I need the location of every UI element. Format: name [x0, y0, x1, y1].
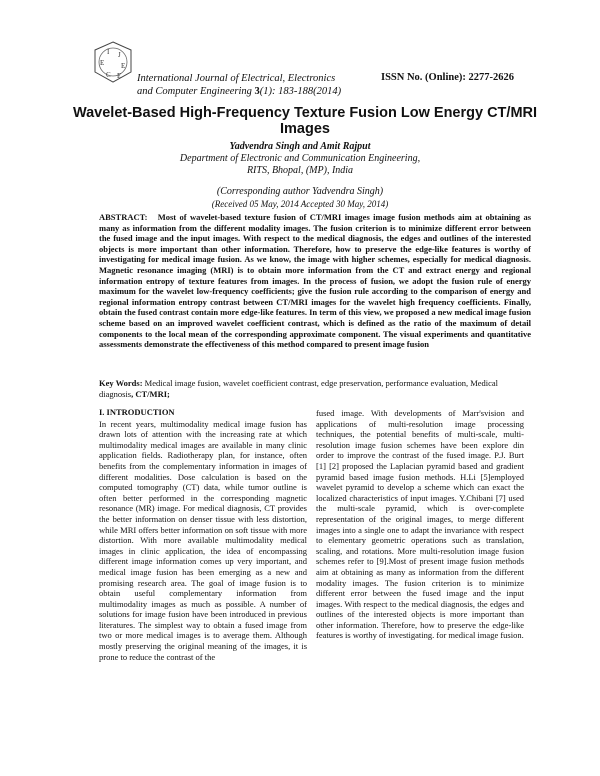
keywords-text-bold: , CT/MRI; — [131, 388, 170, 399]
issn-number: ISSN No. (Online): 2277-2626 — [381, 72, 515, 83]
keywords-text: Medical image fusion, wavelet coefficient contrast, edge preservation, performance evaluation, Medical diagnosis — [99, 378, 499, 399]
svg-text:E: E — [121, 62, 126, 70]
author-names: Yadvendra Singh and Amit Rajput — [229, 141, 371, 152]
intro-paragraph-left: In recent years, multimodality medical image fusion has drawn lots of attention with the increasing rate at which multimodality medical images are available in many clinic application fields. Radiotherapy plan, for instance, often benefits from the complementary information in images of different modalities. Dose calculation is based on the computed tomography (CT) data, while tumor outline is often better performed in the corresponding magnetic resonance (MR) image. For medical diagnosis, CT provides the better information on denser tissue with less distortion, while MRI offers better information on soft tissue with more distortion. With more available multimodality medical images in clinic application, the idea of encompassing different image information comes up very important, and medical image fusion has been emerging as a new and promising research area. The goal of image fusion is to obtain useful complementary information from multimodality images as much as possible. A number of solutions for image fusion have been introduced in previous literatures. The simplest way to obtain a fused image from two or more medical images is to average them. Although mostly preserving the original meaning of the images, it is prone to reduce the contrast of the — [99, 418, 307, 662]
author-block — [60, 141, 540, 210]
svg-text:C: C — [106, 71, 111, 79]
journal-logo — [91, 40, 135, 84]
intro-column-right — [316, 408, 524, 641]
svg-text:J: J — [118, 51, 121, 59]
journal-volume: 3 — [254, 86, 260, 97]
author-department: Department of Electronic and Communication Engineering, — [179, 153, 421, 164]
svg-text:E: E — [117, 72, 122, 80]
paper-title: Wavelet-Based High-Frequency Texture Fusion Low Energy CT/MRI Images — [72, 105, 538, 137]
keywords-label: Key Words: — [99, 378, 143, 388]
abstract — [99, 212, 531, 350]
abstract-text: Most of wavelet-based texture fusion of CT/MRI images image fusion methods aim at obtaining as many as information from the different modality images. The fusion criterion is to minimize different error between the fused image and the input images. With respect to the medical diagnosis, the edges and outlines of the interested objects is more important than other information. Therefore, how to preserve the edge-like features is worthy of investigating for medical image fusion. As we know, the image with higher schemes, especially for medical diagnosis. Magnetic resonance imaging (MRI) is to obtain more information from the CT and extract energy and regional information entropy of texture features from images. In the process of fusion, we adopt the fusion rule of energy maximum for the wavelet low-frequency coefficients; give the fusion rule according to the comparison of energy and regional information entropy contrast between CT/MRI images for the wavelet high frequency coefficients. Finally, obtain the fused contrast contain more edge-like features. In term of this view, we proposed a new medical image fusion scheme based on an improved wavelet coefficient contrast, which is defined as the ratio of the maximum of detail components to the local mean of the corresponding approximate component. The visual experiments and quantitative assessments demonstrate the effectiveness of this method compared to present image fusion — [99, 212, 532, 350]
keywords — [99, 378, 531, 399]
journal-name-line2 — [137, 85, 377, 98]
intro-paragraph-right: fused image. With developments of Marr'svision and applications of multi-resolution image processing techniques, the potential benefits of multi-scale, multi-resolution image fusion schemes have been explore din order to improve the contrast of the fused image. P.J. Burt [1] [2] proposed the Laplacian pyramid based and gradient pyramid based image fusion methods. H.Li [5]employed wavelet pyramid to develop a scheme which can exact the localized characteristics of input images. Y.Chibani [7] used the multi-scale pyramid, which is over-complete representation of the original images, to merge different images into a single one to adapt the invariance with respect to elementary geometric operations such as translation, scaling, and rotations. More multi-resolution image fusion schemes refer to [9].Most of present image fusion methods aim at obtaining as many as information from the different modality images. The fusion criterion is to minimize different error between the fused image and the input images. With respect to the medical diagnosis, the edges and outlines of the interested objects is more important than other information. Therefore, how to preserve the edge-like features is worthy of investigating. for medical image fusion. — [316, 408, 524, 641]
journal-citation — [137, 72, 377, 98]
svg-text:I: I — [107, 48, 110, 56]
journal-issue-pages: (1): 183-188(2014) — [259, 86, 342, 97]
abstract-label: ABSTRACT: — [99, 212, 148, 222]
author-institution: RITS, Bhopal, (MP), India — [246, 165, 354, 176]
received-dates: (Received 05 May, 2014 Accepted 30 May, 2014) — [211, 199, 389, 209]
corresponding-author: (Corresponding author Yadvendra Singh) — [216, 186, 384, 197]
journal-name-suffix: and Computer Engineering — [137, 86, 255, 97]
section-heading-introduction: I. INTRODUCTION — [99, 407, 175, 417]
journal-name-line1: International Journal of Electrical, Electronics — [137, 73, 336, 84]
svg-text:E: E — [100, 59, 105, 67]
intro-column-left — [99, 407, 307, 662]
